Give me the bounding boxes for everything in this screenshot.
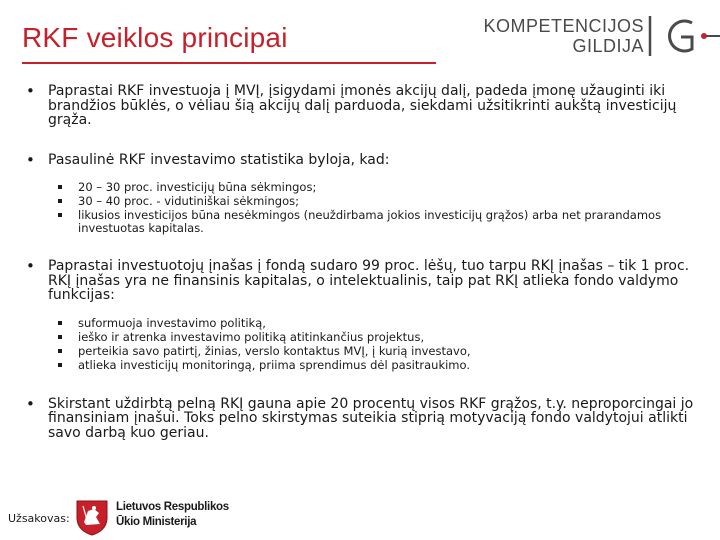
logo-text-line2: GILDIJA bbox=[572, 36, 644, 56]
square-bullet-icon bbox=[58, 363, 62, 367]
bullet-dot-icon: • bbox=[26, 394, 35, 413]
square-bullet-icon bbox=[58, 321, 62, 325]
sub-item-text: 20 – 30 proc. investicijų būna sėkmingos; bbox=[78, 180, 317, 194]
sub-item-text: likusios investicijos būna nesėkmingos (neuždirbama jokios investicijų grąžos) arba net prarandamos investuotas kapitalas. bbox=[78, 208, 662, 235]
kompetencijos-gildija-logo bbox=[483, 14, 720, 58]
ministry-name bbox=[116, 500, 229, 530]
sub-item-text: suformuoja investavimo politiką, bbox=[78, 315, 266, 330]
square-bullet-icon bbox=[58, 349, 62, 353]
square-bullet-icon bbox=[58, 213, 62, 217]
bullet-2 bbox=[26, 150, 702, 236]
bullet-2-text: Pasaulinė RKF investavimo statistika byloja, kad: bbox=[48, 151, 390, 168]
sub-item-text: perteikia savo patirtį, žinias, verslo kontaktus MVĮ, į kurią investavo, bbox=[78, 343, 471, 358]
bullet-2-sublist bbox=[56, 181, 702, 235]
sub-item-text: atlieka investicijų monitoringą, priima sprendimus dėl pasitraukimo. bbox=[78, 357, 470, 372]
bullet-1-text: Paprastai RKF investuoja į MVĮ, įsigydami įmonės akcijų dalį, padeda įmonę užauginti iki brandžios būklės, o vėliau šią akcijų dalį parduoda, siekdami užsitikrinti aukštą investicijų grąža. bbox=[48, 83, 677, 128]
bullet-1 bbox=[26, 84, 702, 128]
bullet-3-text: Paprastai investuotojų įnašas į fondą sudaro 99 proc. lėšų, tuo tarpu RKĮ įnašas – tik 1 proc. RKĮ įnašas yra ne finansinis kapitalas, o intelektualinis, taip pat RKĮ atlieka fondo valdymo funkcijas: bbox=[48, 258, 690, 303]
coat-of-arms-icon bbox=[74, 498, 110, 536]
slide-title: RKF veiklos principai bbox=[22, 22, 288, 53]
ministry-line1: Lietuvos Respublikos bbox=[116, 501, 229, 513]
sub-item bbox=[56, 209, 702, 235]
bullet-4-text: Skirstant uždirbtą pelną RKĮ gauna apie 20 procentų visos RKF grąžos, t.y. neproporcingai jo finansiniam įnašui. Toks pelno skirstymas suteikia stiprią motyvaciją fondo valdytojui atlikti savo darbą kuo geriau. bbox=[48, 395, 694, 441]
bullet-dot-icon: • bbox=[26, 257, 35, 275]
sub-item bbox=[56, 331, 702, 344]
ministry-line2: Ūkio Ministerija bbox=[116, 516, 197, 528]
slide-content bbox=[26, 84, 702, 460]
square-bullet-icon bbox=[58, 335, 62, 339]
square-bullet-icon bbox=[58, 185, 62, 189]
sub-item bbox=[56, 345, 702, 358]
bullet-4 bbox=[26, 394, 702, 441]
sub-item bbox=[56, 195, 702, 208]
logo-text-line1: KOMPETENCIJOS bbox=[483, 16, 644, 36]
sub-item-text: 30 – 40 proc. - vidutiniškai sėkmingos; bbox=[78, 194, 299, 208]
sub-item bbox=[56, 317, 702, 330]
square-bullet-icon bbox=[58, 199, 62, 203]
sub-item bbox=[56, 181, 702, 194]
title-underline bbox=[22, 62, 436, 64]
bullet-3-sublist bbox=[56, 317, 702, 372]
bullet-dot-icon: • bbox=[26, 150, 35, 169]
logo-g-mark-icon bbox=[648, 14, 720, 58]
sub-item bbox=[56, 359, 702, 372]
bullet-3 bbox=[26, 259, 702, 372]
bullet-dot-icon: • bbox=[26, 82, 35, 100]
sub-item-text: ieško ir atrenka investavimo politiką atitinkančius projektus, bbox=[78, 329, 425, 344]
client-label: Užsakovas: bbox=[8, 512, 70, 525]
